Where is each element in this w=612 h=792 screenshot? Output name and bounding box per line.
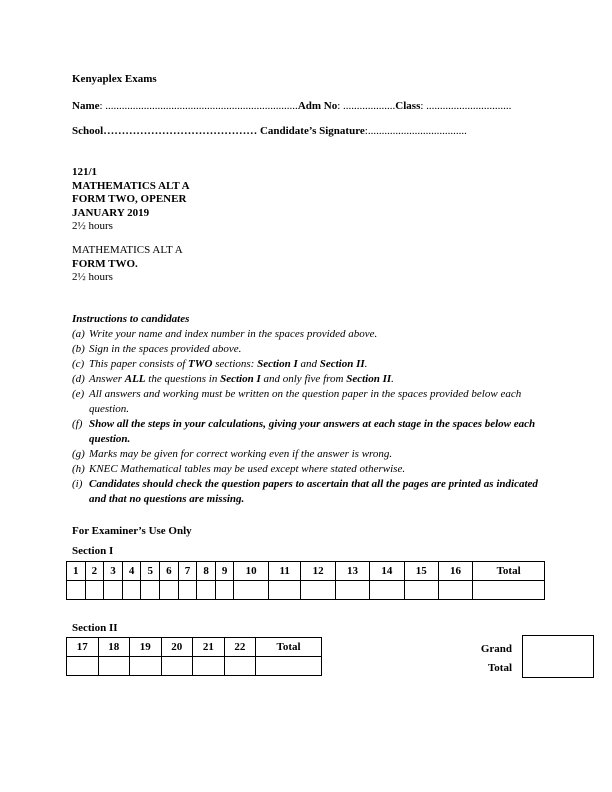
- section1-score-cell[interactable]: [85, 581, 104, 600]
- section1-header-cell: 4: [122, 562, 141, 581]
- paper-info-repeat-block: [72, 244, 183, 285]
- section1-header-cell: 16: [438, 562, 472, 581]
- instructions-block: [72, 312, 547, 507]
- total-label: Total: [487, 662, 512, 674]
- instruction-label: (a): [72, 328, 85, 340]
- section1-header-cell: 9: [215, 562, 234, 581]
- instruction-text: This paper consists of TWO sections: Section I and Section II.: [89, 358, 368, 370]
- section1-header-cell: 6: [160, 562, 179, 581]
- paper-info-block: [72, 166, 190, 234]
- examiner-use-title: For Examiner’s Use Only: [72, 525, 192, 537]
- grand-label: Grand: [480, 643, 512, 655]
- instruction-label: (g): [72, 448, 85, 460]
- section1-score-cell[interactable]: [215, 581, 234, 600]
- section1-score-cell[interactable]: [438, 581, 472, 600]
- section1-score-table: [66, 561, 545, 600]
- section2-header-cell: 17: [67, 638, 99, 657]
- instruction-item: [72, 372, 547, 387]
- section1-header-row: [67, 562, 545, 581]
- instruction-text: Answer ALL the questions in Section I and only five from Section II.: [89, 373, 394, 385]
- instruction-label: (b): [72, 343, 85, 355]
- school-signature-line: [72, 125, 467, 137]
- section1-score-cell[interactable]: [104, 581, 123, 600]
- section1-header-cell: Total: [473, 562, 545, 581]
- school-field[interactable]: ……………………………………: [103, 125, 258, 137]
- section1-score-row: [67, 581, 545, 600]
- paper-duration-repeat: 2½ hours: [72, 271, 113, 283]
- section2-score-cell[interactable]: [130, 657, 162, 676]
- section1-score-cell[interactable]: [404, 581, 438, 600]
- section1-score-cell[interactable]: [178, 581, 197, 600]
- section2-header-cell: 19: [130, 638, 162, 657]
- class-label: Class: [395, 100, 421, 112]
- section2-header-cell: 20: [161, 638, 193, 657]
- exam-provider-title: Kenyaplex Exams: [72, 73, 157, 85]
- signature-field[interactable]: :....................................: [364, 125, 467, 137]
- section1-score-cell[interactable]: [67, 581, 86, 600]
- section1-score-cell[interactable]: [335, 581, 369, 600]
- name-field[interactable]: : ......................................................................: [99, 100, 298, 112]
- instruction-item: [72, 462, 547, 477]
- section1-header-cell: 3: [104, 562, 123, 581]
- section2-header-cell: Total: [256, 638, 322, 657]
- section1-score-cell[interactable]: [141, 581, 160, 600]
- instruction-label: (h): [72, 463, 85, 475]
- section1-score-cell[interactable]: [234, 581, 268, 600]
- section2-score-cell[interactable]: [256, 657, 322, 676]
- instruction-text: Write your name and index number in the spaces provided above.: [89, 328, 378, 340]
- section1-header-cell: 7: [178, 562, 197, 581]
- class-field[interactable]: : ...............................: [420, 100, 512, 112]
- instruction-label: (f): [72, 418, 83, 430]
- section2-score-row: [67, 657, 322, 676]
- instruction-label: (d): [72, 373, 85, 385]
- adm-no-label: Adm No: [297, 100, 338, 112]
- section1-score-cell[interactable]: [122, 581, 141, 600]
- paper-subject-repeat: MATHEMATICS ALT A: [72, 244, 183, 256]
- instruction-text: Marks may be given for correct working even if the answer is wrong.: [89, 448, 393, 460]
- instruction-item: [72, 447, 547, 462]
- section2-score-cell[interactable]: [224, 657, 256, 676]
- section1-header-cell: 12: [301, 562, 335, 581]
- instruction-item: [72, 387, 547, 417]
- section1-header-cell: 15: [404, 562, 438, 581]
- section1-header-cell: 2: [85, 562, 104, 581]
- paper-form: FORM TWO, OPENER: [72, 193, 187, 205]
- paper-subject: MATHEMATICS ALT A: [72, 179, 190, 192]
- instruction-text: KNEC Mathematical tables may be used except where stated otherwise.: [89, 463, 406, 475]
- section1-header-cell: 11: [268, 562, 301, 581]
- section2-score-cell[interactable]: [98, 657, 130, 676]
- instructions-title: Instructions to candidates: [72, 313, 190, 325]
- section1-header-cell: 8: [197, 562, 216, 581]
- signature-label: Candidate’s Signature: [257, 125, 365, 137]
- instruction-label: (i): [72, 478, 83, 490]
- candidate-name-line: [72, 100, 511, 112]
- grand-total-box[interactable]: [522, 635, 594, 678]
- instruction-text: Candidates should check the question papers to ascertain that all the pages are printed as indicated and that no questions are missing.: [89, 478, 538, 505]
- section2-score-cell[interactable]: [161, 657, 193, 676]
- section1-label: Section I: [72, 545, 114, 557]
- section1-header-cell: 14: [370, 562, 404, 581]
- paper-form-repeat: FORM TWO.: [72, 257, 138, 270]
- section1-header-cell: 13: [335, 562, 369, 581]
- instruction-item: [72, 477, 547, 507]
- section2-header-row: [67, 638, 322, 657]
- adm-no-field[interactable]: : ...................: [337, 100, 396, 112]
- paper-duration: 2½ hours: [72, 220, 113, 232]
- section1-score-cell[interactable]: [197, 581, 216, 600]
- instruction-text: Sign in the spaces provided above.: [89, 343, 242, 355]
- section2-score-cell[interactable]: [193, 657, 225, 676]
- section2-label: Section II: [72, 622, 118, 634]
- instruction-item: [72, 357, 547, 372]
- section1-header-cell: 1: [67, 562, 86, 581]
- paper-date: JANUARY 2019: [72, 206, 150, 219]
- instruction-text: All answers and working must be written on the question paper in the spaces provided below each question.: [89, 388, 522, 415]
- section1-score-cell[interactable]: [268, 581, 301, 600]
- section2-header-cell: 22: [224, 638, 256, 657]
- instruction-label: (c): [72, 358, 85, 370]
- section2-score-table: [66, 637, 322, 676]
- paper-code: 121/1: [72, 166, 98, 178]
- instruction-item: [72, 327, 547, 342]
- section1-score-cell[interactable]: [301, 581, 335, 600]
- section1-score-cell[interactable]: [473, 581, 545, 600]
- section2-score-cell[interactable]: [67, 657, 99, 676]
- section2-header-cell: 18: [98, 638, 130, 657]
- instruction-text: Show all the steps in your calculations, giving your answers at each stage in the spaces below each question.: [89, 418, 536, 445]
- name-label: Name: [72, 100, 100, 112]
- grand-total-label: [470, 640, 512, 678]
- section1-score-cell[interactable]: [370, 581, 404, 600]
- section1-header-cell: 10: [234, 562, 268, 581]
- section2-header-cell: 21: [193, 638, 225, 657]
- school-label: School: [72, 125, 104, 137]
- instruction-item: [72, 417, 547, 447]
- section1-header-cell: 5: [141, 562, 160, 581]
- instruction-label: (e): [72, 388, 85, 400]
- instruction-item: [72, 342, 547, 357]
- section1-score-cell[interactable]: [160, 581, 179, 600]
